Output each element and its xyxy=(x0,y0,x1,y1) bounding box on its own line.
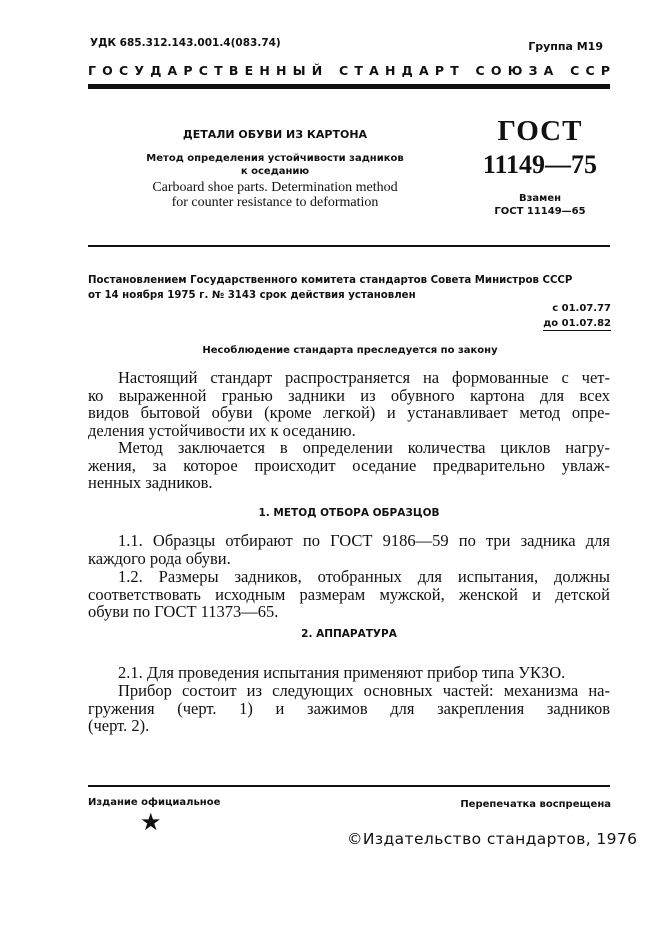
paragraph-line: гружения (черт. 1) и зажимов для закрепления задников xyxy=(88,698,610,718)
intro-paragraph xyxy=(88,369,610,439)
copyright: ©Издательство стандартов, 1976 xyxy=(347,830,638,848)
paragraph-line: жения, за которое происходит оседание предварительно увлаж- xyxy=(88,455,610,475)
decree-line: от 14 ноября 1975 г. № 3143 срок действия установлен xyxy=(88,290,416,301)
subtitle-line: к оседанию xyxy=(240,166,310,177)
section-2-heading: 2. АППАРАТУРА xyxy=(301,628,397,640)
gost-number: 11149—75 xyxy=(482,150,598,179)
paragraph-line: Метод заключается в определении количества циклов нагру- xyxy=(118,438,610,457)
paragraph-line: ко выраженной гранью задники из обувного картона для всех xyxy=(88,385,610,405)
paragraph-line: деления устойчивости их к оседанию. xyxy=(88,420,356,440)
reprint-notice: Перепечатка воспрещена xyxy=(460,799,611,810)
english-title xyxy=(90,180,460,210)
decree-text xyxy=(88,273,612,303)
paragraph-line: соответствовать исходным размерам мужской, женской и детской xyxy=(88,584,610,604)
paragraph-line: 1.2. Размеры задников, отобранных для испытания, должны xyxy=(118,567,610,586)
edition-label: Издание официальное xyxy=(88,797,221,808)
group-code: Группа М19 xyxy=(528,40,603,53)
device-paragraph xyxy=(88,682,610,735)
clause-1-1 xyxy=(88,532,610,567)
paragraph-line: видов бытовой обуви (кроме легкой) и устанавливает метод опре- xyxy=(88,403,610,422)
title-rule xyxy=(88,245,610,247)
paragraph-line: Прибор состоит из следующих основных частей: механизма на- xyxy=(118,681,610,700)
law-notice: Несоблюдение стандарта преследуется по закону xyxy=(202,345,498,356)
english-title-line: for counter resistance to deformation xyxy=(171,195,379,210)
udk-code: УДК 685.312.143.001.4(083.74) xyxy=(90,37,281,49)
paragraph-line: ненных задников. xyxy=(88,473,213,492)
gost-label: ГОСТ xyxy=(497,115,583,147)
document-title: ДЕТАЛИ ОБУВИ ИЗ КАРТОНА xyxy=(182,128,368,141)
paragraph-line: 2.1. Для проведения испытания применяют прибор типа УКЗО. xyxy=(118,663,566,682)
state-standard-heading: ГОСУДАРСТВЕННЫЙ СТАНДАРТ СОЮЗА ССР xyxy=(88,63,617,78)
section-1-heading: 1. МЕТОД ОТБОРА ОБРАЗЦОВ xyxy=(258,507,440,519)
paragraph-line: Настоящий стандарт распространяется на формованные с чет- xyxy=(118,368,610,387)
clause-1-2 xyxy=(88,568,610,621)
decree-line: Постановлением Государственного комитета стандартов Совета Министров СССР xyxy=(88,275,573,286)
clause-2-1 xyxy=(88,664,610,682)
document-subtitle xyxy=(90,152,460,178)
validity-date-to: до 01.07.82 xyxy=(543,318,611,329)
footer-rule xyxy=(88,785,610,787)
paragraph-line: обуви по ГОСТ 11373—65. xyxy=(88,602,279,621)
replaces-label: Взамен xyxy=(518,193,562,204)
paragraph-line: (черт. 2). xyxy=(88,716,150,735)
header-rule xyxy=(88,84,610,89)
paragraph-line: 1.1. Образцы отбирают по ГОСТ 9186—59 по три задника для xyxy=(118,531,610,550)
method-paragraph xyxy=(88,439,610,492)
paragraph-line: каждого рода обуви. xyxy=(88,548,231,568)
replaces-gost: ГОСТ 11149—65 xyxy=(494,206,586,217)
validity-date-from: с 01.07.77 xyxy=(552,303,611,314)
english-title-line: Carboard shoe parts. Determination method xyxy=(152,180,398,195)
subtitle-line: Метод определения устойчивости задников xyxy=(146,153,404,164)
star-icon: ★ xyxy=(140,810,162,836)
